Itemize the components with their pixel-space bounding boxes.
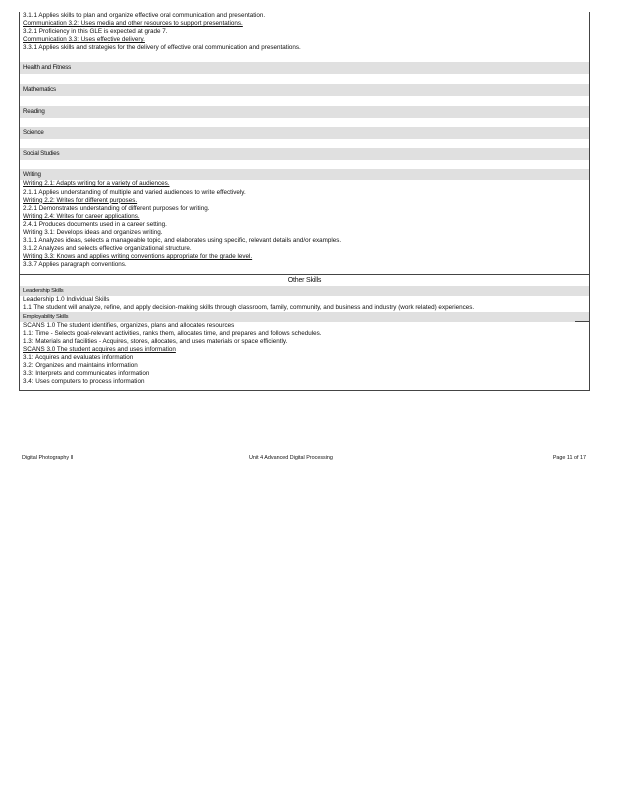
- other-skills-title: Other Skills: [287, 276, 322, 284]
- subject-band-science: Science: [20, 127, 589, 139]
- standard-heading: Writing 2.4: Writes for career applications.: [23, 212, 140, 220]
- standard-line: 3.3.7 Applies paragraph conventions.: [23, 261, 127, 269]
- page-footer: [19, 454, 590, 462]
- standard-line: SCANS 1.0 The student identifies, organizes, plans and allocates resources: [23, 321, 235, 329]
- standard-line: 3.2.1 Proficiency in this GLE is expected at grade 7.: [23, 28, 168, 36]
- employability-skills-band: [20, 312, 589, 322]
- standard-line: 2.1.1 Applies understanding of multiple and varied audiences to write effectively.: [23, 188, 246, 196]
- standard-heading: Writing 2.2: Writes for different purposes.: [23, 196, 138, 204]
- standard-heading: SCANS 3.0 The student acquires and uses information: [23, 345, 176, 353]
- standards-table: [19, 12, 590, 391]
- subject-band-reading: Reading: [20, 106, 589, 118]
- standard-line: 3.3.1 Applies skills and strategies for the delivery of effective oral communication and presentations.: [23, 44, 301, 52]
- spacer: [20, 160, 589, 169]
- standard-line: 3.2: Organizes and maintains information: [23, 362, 138, 370]
- spacer: [20, 118, 589, 127]
- standard-line: 3.1: Acquires and evaluates information: [23, 354, 134, 362]
- standard-heading: Communication 3.2: Uses media and other resources to support presentations.: [23, 20, 243, 28]
- communication-section: [20, 12, 589, 52]
- standard-line: 3.1.1 Analyzes ideas, selects a manageable topic, and elaborates using specific, relevant details and/or examples.: [23, 237, 342, 245]
- standard-line: 2.4.1 Produces documents used in a career setting.: [23, 220, 167, 228]
- standard-line: Leadership 1.0 Individual Skills: [23, 295, 110, 303]
- standard-line: 1.3: Materials and facilities - Acquires, stores, allocates, and uses materials or space efficiently.: [23, 337, 288, 345]
- subject-band-health: Health and Fitness: [20, 62, 589, 74]
- footer-unit: Unit 4 Advanced Digital Processing: [249, 455, 333, 461]
- document-page: [19, 12, 590, 391]
- spacer: [20, 96, 589, 106]
- spacer: [20, 74, 589, 84]
- subject-band-writing: Writing: [20, 169, 589, 180]
- spacer: [20, 139, 589, 148]
- spacer: [20, 386, 589, 390]
- standard-line: 3.1.1 Applies skills to plan and organize effective oral communication and presentation.: [23, 12, 266, 19]
- writing-section: [20, 180, 589, 269]
- employability-skills-label: Employability Skills: [23, 313, 69, 320]
- standard-line: Writing 3.1: Develops ideas and organizes writing.: [23, 229, 163, 237]
- footer-course: Digital Photography II: [22, 455, 74, 461]
- leadership-skills-label: Leadership Skills: [23, 287, 64, 294]
- standard-heading: Writing 2.1: Adapts writing for a variety of audiences.: [23, 180, 170, 188]
- standard-line: 1.1 The student will analyze, refine, and apply decision-making skills through classroom, family, community, and business and industry (work related) experiences.: [23, 303, 475, 311]
- standard-heading: Writing 3.3: Knows and applies writing conventions appropriate for the grade level.: [23, 253, 253, 261]
- leadership-skills-band: [20, 286, 589, 296]
- standard-heading: Communication 3.3: Uses effective delivery.: [23, 36, 145, 44]
- standard-line: 3.1.2 Analyzes and selects effective organizational structure.: [23, 245, 192, 253]
- standard-line: 1.1: Time - Selects goal-relevant activities, ranks them, allocates time, and prepares and follows schedules.: [23, 329, 322, 337]
- footer-page-number: Page 11 of 17: [552, 455, 586, 461]
- spacer: [20, 52, 589, 62]
- standard-line: 3.3: Interprets and communicates information: [23, 370, 150, 378]
- divider: [575, 321, 589, 322]
- standard-line: 3.4: Uses computers to process information: [23, 378, 145, 386]
- subject-band-mathematics: Mathematics: [20, 84, 589, 96]
- subject-band-social-studies: Social Studies: [20, 148, 589, 160]
- standard-line: 2.2.1 Demonstrates understanding of different purposes for writing.: [23, 204, 210, 212]
